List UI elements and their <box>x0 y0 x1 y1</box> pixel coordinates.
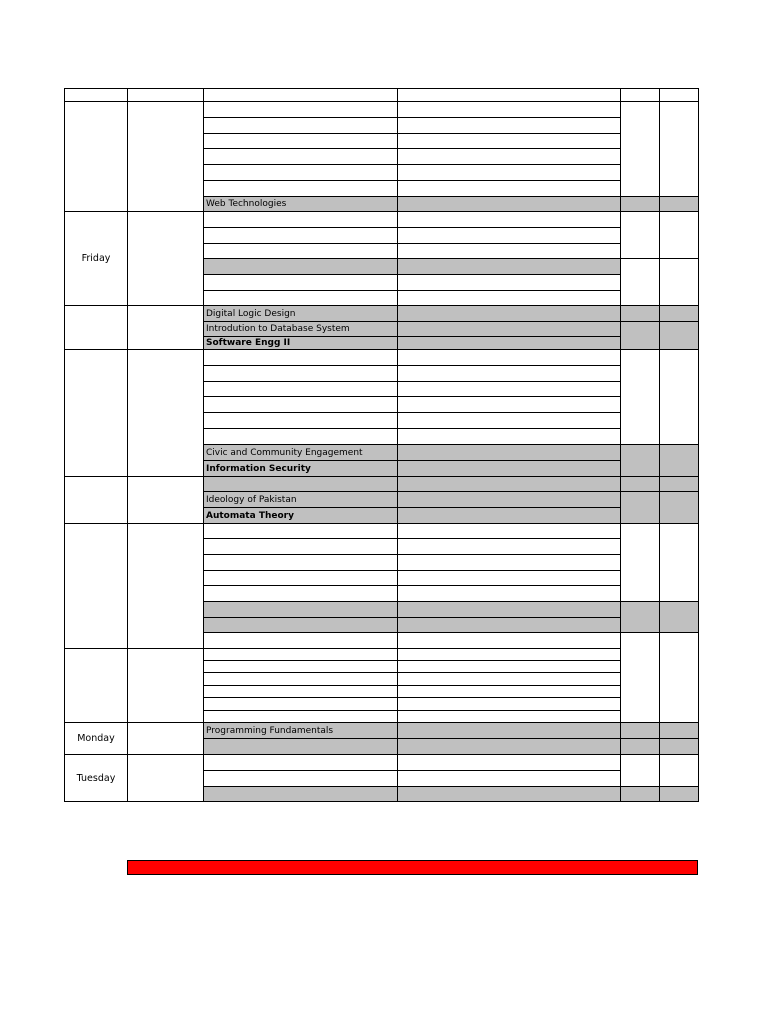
detail-cell <box>397 148 621 165</box>
room-cell <box>620 632 660 723</box>
course-name: Ideology of Pakistan <box>203 491 398 508</box>
course-cell <box>203 754 398 771</box>
course-cell <box>203 117 398 134</box>
slot-cell <box>127 523 204 649</box>
course-cell <box>203 786 398 802</box>
course-cell <box>203 101 398 118</box>
slot-cell <box>127 349 204 477</box>
course-name: Web Technologies <box>203 196 398 212</box>
room-cell <box>620 101 660 197</box>
course-name: Information Security <box>203 460 398 477</box>
detail-cell <box>397 722 621 739</box>
detail-cell <box>397 738 621 755</box>
credit-cell <box>659 632 699 723</box>
room-cell <box>620 349 660 445</box>
detail-cell <box>397 258 621 275</box>
room-cell <box>620 523 660 602</box>
course-cell <box>203 554 398 571</box>
course-cell <box>203 428 398 445</box>
header-cell <box>127 88 204 102</box>
credit-cell <box>659 196 699 212</box>
detail-cell <box>397 538 621 555</box>
detail-cell <box>397 336 621 350</box>
credit-cell <box>659 491 699 524</box>
course-cell <box>203 148 398 165</box>
detail-cell <box>397 349 621 366</box>
slot-cell <box>127 476 204 524</box>
course-name: Software Engg II <box>203 336 398 350</box>
detail-cell <box>397 211 621 228</box>
header-cell <box>659 88 699 102</box>
course-cell <box>203 601 398 618</box>
detail-cell <box>397 381 621 397</box>
credit-cell <box>659 601 699 633</box>
course-cell <box>203 211 398 228</box>
header-cell <box>64 88 128 102</box>
detail-cell <box>397 243 621 259</box>
course-cell <box>203 570 398 586</box>
slot-cell <box>127 101 204 212</box>
credit-cell <box>659 444 699 477</box>
course-cell <box>203 274 398 291</box>
room-cell <box>620 491 660 524</box>
room-cell <box>620 305 660 322</box>
detail-cell <box>397 672 621 686</box>
course-name: Automata Theory <box>203 507 398 524</box>
day-cell <box>64 523 128 649</box>
header-cell <box>397 88 621 102</box>
detail-cell <box>397 101 621 118</box>
credit-cell <box>659 476 699 492</box>
credit-cell <box>659 321 699 350</box>
credit-cell <box>659 523 699 602</box>
slot-cell <box>127 648 204 723</box>
course-cell <box>203 738 398 755</box>
day-cell <box>64 349 128 477</box>
detail-cell <box>397 321 621 337</box>
detail-cell <box>397 444 621 461</box>
detail-cell <box>397 786 621 802</box>
detail-cell <box>397 585 621 602</box>
slot-cell <box>127 754 204 802</box>
course-cell <box>203 290 398 306</box>
detail-cell <box>397 476 621 492</box>
detail-cell <box>397 396 621 413</box>
detail-cell <box>397 227 621 244</box>
detail-cell <box>397 570 621 586</box>
detail-cell <box>397 491 621 508</box>
detail-cell <box>397 305 621 322</box>
course-cell <box>203 396 398 413</box>
room-cell <box>620 476 660 492</box>
course-cell <box>203 617 398 633</box>
course-cell <box>203 697 398 711</box>
credit-cell <box>659 211 699 259</box>
detail-cell <box>397 196 621 212</box>
detail-cell <box>397 770 621 787</box>
room-cell <box>620 738 660 755</box>
course-cell <box>203 258 398 275</box>
course-name: Civic and Community Engagement <box>203 444 398 461</box>
slot-cell <box>127 305 204 350</box>
course-name: Programming Fundamentals <box>203 722 398 739</box>
course-cell <box>203 133 398 149</box>
credit-cell <box>659 722 699 739</box>
detail-cell <box>397 617 621 633</box>
detail-cell <box>397 428 621 445</box>
detail-cell <box>397 290 621 306</box>
detail-cell <box>397 412 621 429</box>
course-cell <box>203 672 398 686</box>
header-cell <box>620 88 660 102</box>
detail-cell <box>397 554 621 571</box>
room-cell <box>620 722 660 739</box>
course-cell <box>203 349 398 366</box>
course-cell <box>203 227 398 244</box>
day-cell <box>64 305 128 350</box>
header-cell <box>203 88 398 102</box>
course-cell <box>203 632 398 649</box>
detail-cell <box>397 365 621 382</box>
detail-cell <box>397 164 621 181</box>
credit-cell <box>659 738 699 755</box>
course-cell <box>203 381 398 397</box>
room-cell <box>620 754 660 787</box>
course-cell <box>203 585 398 602</box>
course-cell <box>203 476 398 492</box>
course-cell <box>203 164 398 181</box>
course-cell <box>203 412 398 429</box>
detail-cell <box>397 274 621 291</box>
detail-cell <box>397 632 621 649</box>
detail-cell <box>397 523 621 539</box>
detail-cell <box>397 601 621 618</box>
room-cell <box>620 258 660 306</box>
room-cell <box>620 196 660 212</box>
room-cell <box>620 601 660 633</box>
day-label: Monday <box>64 722 128 755</box>
day-cell <box>64 476 128 524</box>
course-cell <box>203 538 398 555</box>
detail-cell <box>397 754 621 771</box>
day-cell <box>64 101 128 212</box>
course-cell <box>203 365 398 382</box>
detail-cell <box>397 133 621 149</box>
course-name: Digital Logic Design <box>203 305 398 322</box>
slot-cell <box>127 722 204 755</box>
course-cell <box>203 243 398 259</box>
detail-cell <box>397 697 621 711</box>
credit-cell <box>659 101 699 197</box>
course-cell <box>203 770 398 787</box>
credit-cell <box>659 754 699 787</box>
credit-cell <box>659 786 699 802</box>
detail-cell <box>397 460 621 477</box>
day-label: Tuesday <box>64 754 128 802</box>
detail-cell <box>397 180 621 197</box>
course-name: Introdution to Database System <box>203 321 398 337</box>
slot-cell <box>127 211 204 306</box>
room-cell <box>620 211 660 259</box>
course-cell <box>203 180 398 197</box>
detail-cell <box>397 507 621 524</box>
credit-cell <box>659 349 699 445</box>
detail-cell <box>397 117 621 134</box>
credit-cell <box>659 305 699 322</box>
course-cell <box>203 523 398 539</box>
room-cell <box>620 321 660 350</box>
room-cell <box>620 444 660 477</box>
credit-cell <box>659 258 699 306</box>
day-cell <box>64 648 128 723</box>
room-cell <box>620 786 660 802</box>
footer-red-bar <box>127 860 698 875</box>
day-label: Friday <box>64 211 128 306</box>
